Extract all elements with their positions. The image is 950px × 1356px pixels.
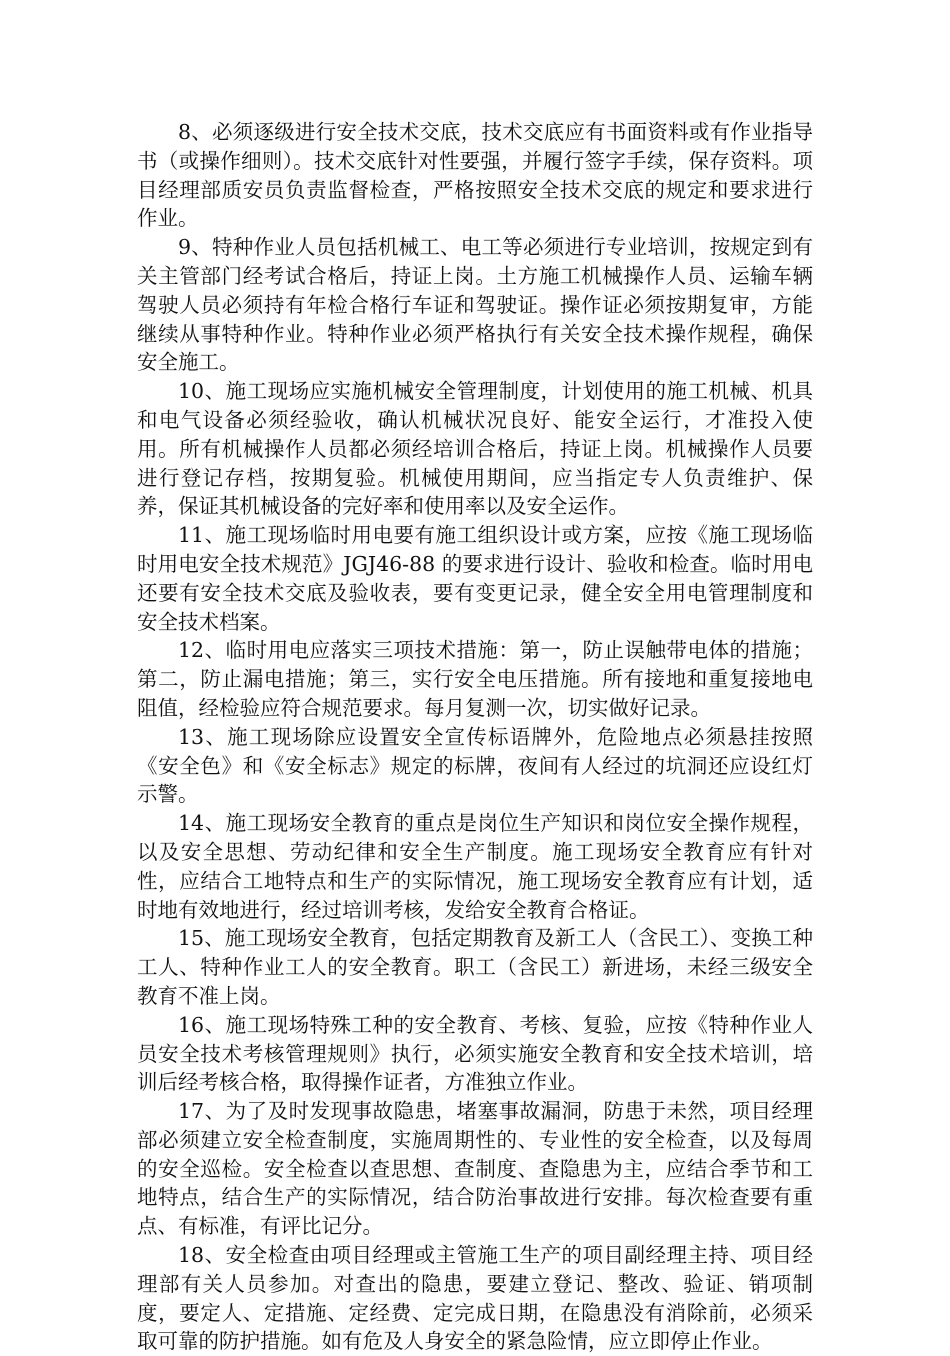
paragraph-item-16: 16、施工现场特殊工种的安全教育、考核、复验，应按《特种作业人员安全技术考核管理规则》执行，必须实施安全教育和安全技术培训，培训后经考核合格，取得操作证者，方准独立作业。	[137, 1012, 813, 1095]
paragraph-item-18: 18、安全检查由项目经理或主管施工生产的项目副经理主持、项目经理部有关人员参加。对查出的隐患，要建立登记、整改、验证、销项制度，要定人、定措施、定经费、定完成日期，在隐患没有消除前，必须采取可靠的防护措施。如有危及人身安全的紧急险情，应立即停止作业。	[137, 1243, 813, 1354]
paragraph-item-14: 14、施工现场安全教育的重点是岗位生产知识和岗位安全操作规程，以及安全思想、劳动纪律和安全生产制度。施工现场安全教育应有针对性，应结合工地特点和生产的实际情况，施工现场安全教育应有计划，适时地有效地进行，经过培训考核，发给安全教育合格证。	[137, 811, 813, 922]
paragraph-item-9: 9、特种作业人员包括机械工、电工等必须进行专业培训，按规定到有关主管部门经考试合格后，持证上岗。土方施工机械操作人员、运输车辆驾驶人员必须持有年检合格行车证和驾驶证。操作证必须按期复审，方能继续从事特种作业。特种作业必须严格执行有关安全技术操作规程，确保安全施工。	[137, 235, 813, 375]
paragraph-item-13: 13、施工现场除应设置安全宣传标语牌外，危险地点必须悬挂按照《安全色》和《安全标志》规定的标牌，夜间有人经过的坑洞还应设红灯示警。	[137, 724, 813, 807]
document-body	[137, 118, 813, 1356]
paragraph-item-10: 10、施工现场应实施机械安全管理制度，计划使用的施工机械、机具和电气设备必须经验收，确认机械状况良好、能安全运行，才准投入使用。所有机械操作人员都必须经培训合格后，持证上岗。机械操作人员要进行登记存档，按期复验。机械使用期间，应当指定专人负责维护、保养，保证其机械设备的完好率和使用率以及安全运作。	[137, 379, 813, 519]
paragraph-item-12: 12、临时用电应落实三项技术措施：第一，防止误触带电体的措施；第二，防止漏电措施；第三，实行安全电压措施。所有接地和重复接地电阻值，经检验应符合规范要求。每月复测一次，切实做好记录。	[137, 638, 813, 720]
paragraph-item-15: 15、施工现场安全教育，包括定期教育及新工人（含民工）、变换工种工人、特种作业工人的安全教育。职工（含民工）新进场，未经三级安全教育不准上岗。	[137, 926, 813, 1008]
paragraph-item-17: 17、为了及时发现事故隐患，堵塞事故漏洞，防患于未然，项目经理部必须建立安全检查制度，实施周期性的、专业性的安全检查，以及每周的安全巡检。安全检查以查思想、查制度、查隐患为主，应结合季节和工地特点，结合生产的实际情况，结合防治事故进行安排。每次检查要有重点、有标准，有评比记分。	[137, 1099, 813, 1239]
paragraph-item-11: 11、施工现场临时用电要有施工组织设计或方案，应按《施工现场临时用电安全技术规范》JGJ46-88 的要求进行设计、验收和检查。临时用电还要有安全技术交底及验收表，要有变更记录，健全安全用电管理制度和安全技术档案。	[137, 523, 813, 634]
paragraph-item-8: 8、必须逐级进行安全技术交底，技术交底应有书面资料或有作业指导书（或操作细则）。技术交底针对性要强，并履行签字手续，保存资料。项目经理部质安员负责监督检查，严格按照安全技术交底的规定和要求进行作业。	[137, 120, 813, 231]
